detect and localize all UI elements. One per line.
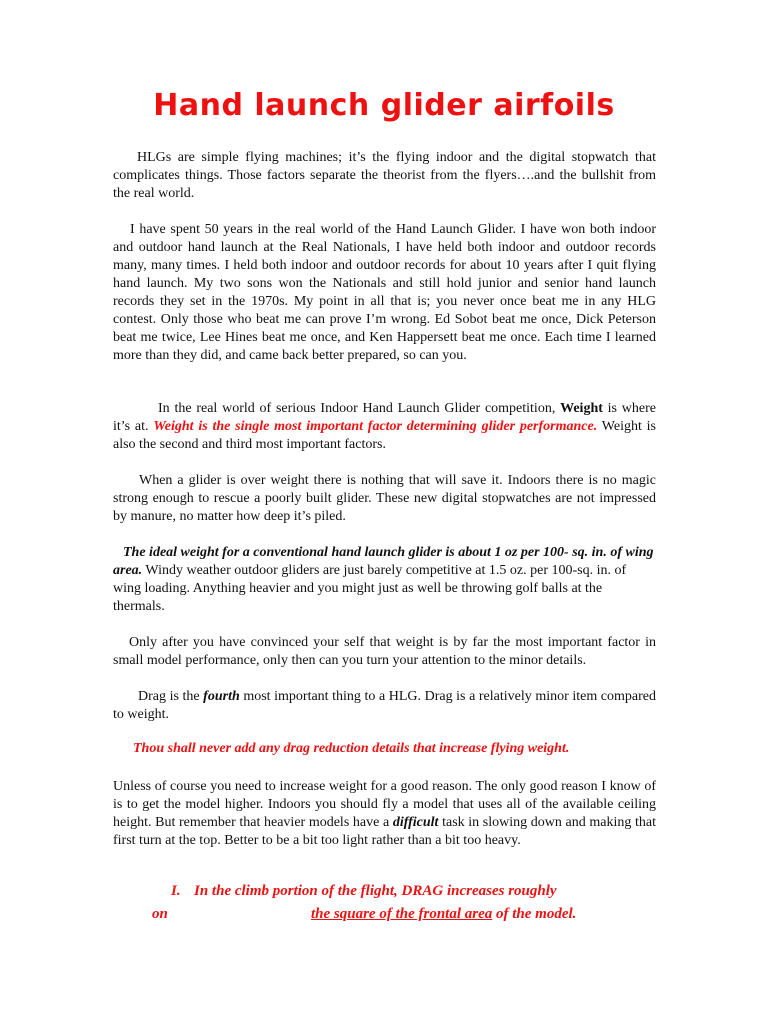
weight-text-c: is where it’s at. <box>113 401 656 434</box>
paragraph-unless <box>113 778 656 850</box>
commandment-text: Thou shall never add any drag reduction details that increase flying weight. <box>133 741 570 756</box>
unless-difficult: difficult <box>392 815 439 830</box>
paragraph-ideal-weight <box>113 544 656 616</box>
paragraph-minor-details-text: Only after you have convinced your self that weight is by far the most important factor in small model performance, only then can you turn your attention to the minor details. <box>113 635 656 668</box>
ideal-weight-text: Windy weather outdoor gliders are just barely competitive at 1.5 oz. per 100-sq. in. of wing loading. Anything heavier and you might just as well be throwing golf balls at the thermals. <box>113 563 627 614</box>
paragraph-overweight <box>113 472 656 526</box>
paragraph-drag <box>113 688 656 724</box>
list-on: on <box>152 906 168 922</box>
paragraph-intro <box>113 149 656 203</box>
document-title: Hand launch glider airfoils <box>153 88 615 123</box>
paragraph-experience <box>113 221 656 365</box>
ideal-weight-emphasis: The ideal weight for a conventional hand launch glider is about 1 oz per 100- sq. in. of wing area. <box>113 545 654 578</box>
paragraph-intro-text: HLGs are simple flying machines; it’s the flying indoor and the digital stopwatch that complicates things. Those factors separate the theorist from the flyers….and the bullshit from the real world. <box>113 150 656 201</box>
unless-text-a: Unless of course you need to increase weight for a good reason. The only good reason I know of is to get the model higher. Indoors you should fly a model that uses all of the available ceiling height. But remember that heavier models have a <box>113 779 656 830</box>
list-number: I. <box>171 883 181 899</box>
paragraph-experience-text: I have spent 50 years in the real world of the Hand Launch Glider. I have won both indoor and outdoor hand launch at the Real Nationals, I have held both indoor and outdoor records many, many times. I held both indoor and outdoor records for about 10 years after I quit flying hand launch. My two sons won the Nationals and still hold junior and senior hand launch records they set in the 1970s. My point in all that is; you never once beat me in any HLG contest. Only those who beat me can prove I’m wrong. Ed Sobot beat me once, Dick Peterson beat me twice, Lee Hines beat me once, and Ken Happersett beat me once. Each time I learned more than they did, and came back better prepared, so can you. <box>113 222 656 363</box>
weight-emphasis: Weight is the single most important factor determining glider performance. <box>153 419 598 434</box>
paragraph-weight <box>113 400 656 454</box>
weight-bold: Weight <box>560 401 603 416</box>
list-line-1: In the climb portion of the flight, DRAG increases roughly <box>194 883 557 899</box>
list-line-2 <box>311 906 576 923</box>
drag-text-c: most important thing to a HLG. Drag is a relatively minor item compared to weight. <box>113 689 656 722</box>
weight-text-e: Weight is also the second and third most important factors. <box>113 419 657 452</box>
list-tail: of the model. <box>492 906 577 922</box>
weight-text-a: In the real world of serious Indoor Hand Launch Glider competition, <box>158 401 561 416</box>
commandment-line <box>113 740 656 758</box>
paragraph-overweight-text: When a glider is over weight there is nothing that will save it. Indoors there is no magic strong enough to rescue a poorly built glider. These new digital stopwatches are not impressed by manure, no matter how deep it’s piled. <box>113 473 656 524</box>
paragraph-minor-details <box>113 634 656 670</box>
drag-fourth: fourth <box>203 689 240 704</box>
list-underlined: the square of the frontal area <box>311 906 493 922</box>
drag-text-a: Drag is the <box>138 689 204 704</box>
unless-text-c: task in slowing down and making that first turn at the top. Better to be a bit too light rather than a bit too heavy. <box>113 815 656 848</box>
